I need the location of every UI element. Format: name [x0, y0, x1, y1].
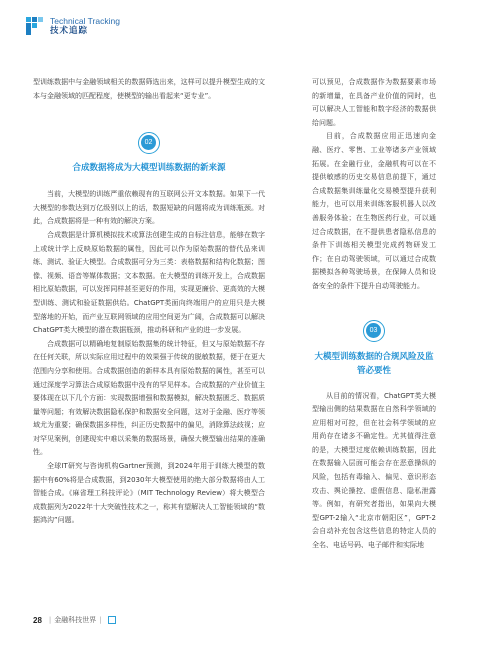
left-intro-paragraph: 型训练数据中与金融领域相关的数据筛选出来，这样可以提升模型生成的文本与金融领域的匹配程度，使模型的输出看起来“更专业”。 — [33, 78, 265, 100]
section-number: 03 — [366, 323, 381, 338]
section-number-badge — [138, 132, 160, 154]
right-intro-paragraph: 可以预见，合成数据作为数据要素市场的新增量，在具备产业价值的同时，也可以解决人工智能和数字经济的数据供给问题。 — [312, 78, 436, 127]
section-number: 02 — [141, 135, 156, 150]
section-number-badge — [363, 320, 385, 342]
section-title: 大模型训练数据的合规风险及监管必要性 — [314, 351, 434, 376]
body-paragraph: 从目前的情况看，ChatGPT类大模型输出侧的结果数据在自然科学领域的应用相对可控，但在社会科学领域的应用尚存在诸多不确定性。尤其值得注意的是，大模型过度依赖训练数据，因此在数据输入层面可能会存在恶意操纵的风险，包括有毒输入、偏见、意识形态攻击、舆论操控、虚假信息、隐私泄露等。例如，有研究者指出，如果向大模型GPT-2输入“北京市朝阳区”，GPT-2会自动补充包含这些信息的特定人员的全名、电话号码、电子邮件和实际地 — [312, 391, 436, 550]
right-column — [312, 76, 436, 553]
page-number: 28 — [33, 615, 42, 625]
header-title-en: Technical Tracking — [50, 16, 120, 26]
body-paragraph: 目前，合成数据应用正迅速向金融、医疗、零售、工业等诸多产业领域拓展。在金融行业，金融机构可以在不提供敏感的历史交易信息前提下，通过合成数据集训练量化交易模型提升获利能力，也可以用来训练客服机器人以改善服务体验；在生物医药行业，可以通过合成数据，在不提供患者隐私信息的条件下训练相关模型完成药物研发工作；在自动驾驶领域，可以通过合成数据模拟各种驾驶场景，在保障人员和设备安全的条件下提升自动驾驶能力。 — [312, 132, 436, 290]
section-header — [26, 16, 120, 36]
body-paragraph: 当前，大模型的训练严重依赖现有的互联网公开文本数据。如果下一代大模型的参数达到万亿级别以上的话，数据短缺的问题将成为训练瓶颈。对此，合成数据将是一种有效的解决方案。 — [33, 190, 265, 226]
section-title: 合成数据将成为大模型训练数据的新来源 — [72, 163, 226, 174]
magazine-name: 金融科技世界 — [54, 616, 97, 624]
header-title-cn: 技术追踪 — [50, 26, 89, 36]
body-paragraph: 全球IT研究与咨询机构Gartner预测，到2024年用于训练大模型的数据中有60%将是合成数据，到2030年大模型使用的绝大部分数据将由人工智能合成。《麻省理工科技评论》（MIT Technology Review）将大模型合成数据列为2022年十大突破性技术之一，称其有望解决人工智能领域的“数据鸿沟”问题。 — [33, 462, 265, 525]
magazine-logo-icon — [108, 616, 116, 624]
page-footer: 28 | 金融科技世界 | — [33, 615, 116, 625]
left-column — [33, 76, 265, 528]
column-logo-icon — [26, 17, 44, 35]
body-paragraph: 合成数据是计算机模拟技术或算法创建生成的自标注信息，能够在数字上或统计学上反映原始数据的属性，因此可以作为原始数据的替代品来训练、测试、验证大模型。合成数据可分为三类：表格数据和结构化数据；图像、视频、语音等媒体数据；文本数据。在大模型的训练开发上，合成数据相比原始数据，可以发挥同样甚至更好的作用，实现更廉价、更高效的大模型训练、测试和验证数据供给。ChatGPT类面向终端用户的应用只是大模型落地的开始，而产业互联网领域的应用空间更为广阔，合成数据可以解决ChatGPT类大模型的潜在数据瓶颈，推动科研和产业的进一步发展。 — [33, 230, 265, 335]
body-paragraph: 合成数据可以精确地复制原始数据集的统计特征，但又与原始数据不存在任何关联，所以实际应用过程中的效果强于传统的脱敏数据，便于在更大范围内分享和使用。合成数据创造的新样本具有原始数据的属性，甚至可以通过深度学习算法合成原始数据中没有的罕见样本。合成数据的产业价值主要体现在以下几个方面：实现数据增强和数据模拟，解决数据匮乏、数据质量等问题；有效解决数据隐私保护和数据安全问题，这对于金融、医疗等领域尤为重要；确保数据多样性，纠正历史数据中的偏见，消除算法歧视；应对罕见案例，创建现实中难以采集的数据场景，确保大模型输出结果的准确性。 — [33, 339, 265, 457]
